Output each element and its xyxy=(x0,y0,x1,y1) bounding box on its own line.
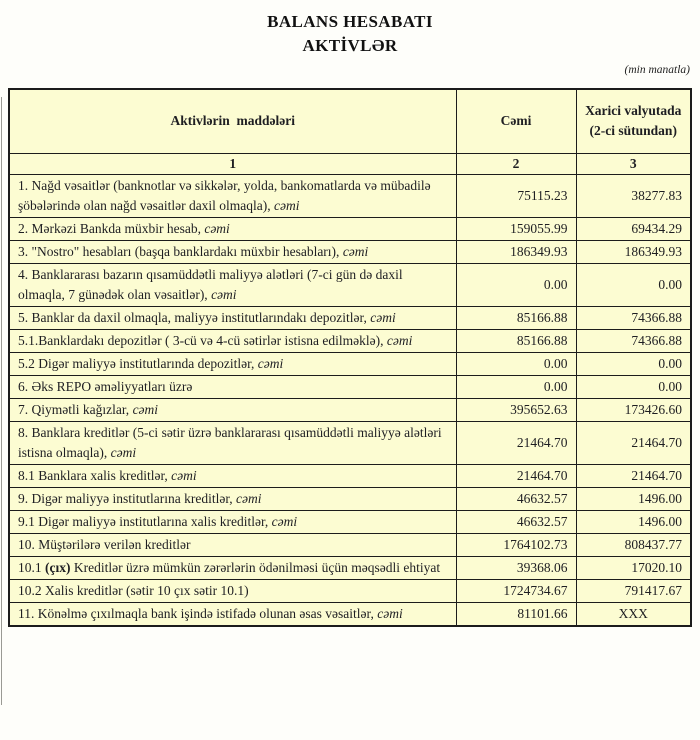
row-label: 8. Banklara kreditlər (5-ci sətir üzrə banklararası qısamüddətli maliyyə alətləri istisna olmaqla), cəmi xyxy=(9,421,456,464)
row-label: 5. Banklar da daxil olmaqla, maliyyə institutlarındakı depozitlər, cəmi xyxy=(9,306,456,329)
row-foreign-value: 38277.83 xyxy=(576,174,691,217)
row-total-value: 395652.63 xyxy=(456,398,576,421)
row-foreign-value: 808437.77 xyxy=(576,533,691,556)
unit-note: (min manatla) xyxy=(624,64,690,76)
row-label: 2. Mərkəzi Bankda müxbir hesab, cəmi xyxy=(9,217,456,240)
document-title-block xyxy=(0,10,700,58)
row-label: 6. Əks REPO əməliyyatları üzrə xyxy=(9,375,456,398)
table-row xyxy=(9,306,691,329)
row-total-value: 186349.93 xyxy=(456,240,576,263)
row-total-value: 0.00 xyxy=(456,352,576,375)
page-edge-line xyxy=(1,97,2,705)
row-total-value: 39368.06 xyxy=(456,556,576,579)
row-total-value: 81101.66 xyxy=(456,602,576,626)
column-number-row xyxy=(9,153,691,174)
row-foreign-value: 1496.00 xyxy=(576,510,691,533)
table-row xyxy=(9,352,691,375)
table-row xyxy=(9,375,691,398)
balance-table xyxy=(8,88,692,627)
row-label: 8.1 Banklara xalis kreditlər, cəmi xyxy=(9,464,456,487)
table-row xyxy=(9,533,691,556)
row-label: 10.1 (çıx) Kreditlər üzrə mümkün zərərlərin ödənilməsi üçün məqsədli ehtiyat xyxy=(9,556,456,579)
row-foreign-value: 0.00 xyxy=(576,352,691,375)
table-row xyxy=(9,464,691,487)
row-total-value: 1764102.73 xyxy=(456,533,576,556)
row-label: 5.1.Banklardakı depozitlər ( 3-cü və 4-cü sətirlər istisna edilməklə), cəmi xyxy=(9,329,456,352)
row-foreign-value: 173426.60 xyxy=(576,398,691,421)
row-label: 5.2 Digər maliyyə institutlarında depozitlər, cəmi xyxy=(9,352,456,375)
row-total-value: 75115.23 xyxy=(456,174,576,217)
table-header-row xyxy=(9,89,691,153)
row-foreign-value: 74366.88 xyxy=(576,306,691,329)
colnum-3: 3 xyxy=(576,153,691,174)
table-row xyxy=(9,174,691,217)
table-row xyxy=(9,421,691,464)
row-label: 1. Nağd vəsaitlər (banknotlar və sikkələr, yolda, bankomatlarda və mübadilə şöbələrində olan nağd vəsaitlər daxil olmaqla), cəmi xyxy=(9,174,456,217)
row-label: 3. "Nostro" hesabları (başqa banklardakı müxbir hesabları), cəmi xyxy=(9,240,456,263)
row-total-value: 85166.88 xyxy=(456,306,576,329)
table-row xyxy=(9,263,691,306)
row-foreign-value: 791417.67 xyxy=(576,579,691,602)
header-total: Cəmi xyxy=(456,89,576,153)
table-row xyxy=(9,556,691,579)
table-row xyxy=(9,329,691,352)
table-row xyxy=(9,217,691,240)
row-total-value: 85166.88 xyxy=(456,329,576,352)
row-foreign-value: 69434.29 xyxy=(576,217,691,240)
header-items: Aktivlərin maddələri xyxy=(9,89,456,153)
table-row xyxy=(9,510,691,533)
row-total-value: 21464.70 xyxy=(456,421,576,464)
row-label: 9.1 Digər maliyyə institutlarına xalis kreditlər, cəmi xyxy=(9,510,456,533)
row-label: 11. Könəlmə çıxılmaqla bank işində istifadə olunan əsas vəsaitlər, cəmi xyxy=(9,602,456,626)
row-label: 7. Qiymətli kağızlar, cəmi xyxy=(9,398,456,421)
row-foreign-value: 0.00 xyxy=(576,375,691,398)
document-title: BALANS HESABATI xyxy=(267,12,433,31)
row-label: 9. Digər maliyyə institutlarına kreditlər, cəmi xyxy=(9,487,456,510)
row-foreign-value: XXX xyxy=(576,602,691,626)
table-row xyxy=(9,487,691,510)
row-foreign-value: 186349.93 xyxy=(576,240,691,263)
row-total-value: 46632.57 xyxy=(456,487,576,510)
colnum-2: 2 xyxy=(456,153,576,174)
row-foreign-value: 21464.70 xyxy=(576,421,691,464)
table-row xyxy=(9,398,691,421)
row-total-value: 159055.99 xyxy=(456,217,576,240)
row-foreign-value: 17020.10 xyxy=(576,556,691,579)
row-foreign-value: 0.00 xyxy=(576,263,691,306)
table-row xyxy=(9,579,691,602)
row-foreign-value: 1496.00 xyxy=(576,487,691,510)
row-label: 4. Banklararası bazarın qısamüddətli maliyyə alətləri (7-ci gün də daxil olmaqla, 7 günədək olan vəsaitlər), cəmi xyxy=(9,263,456,306)
header-foreign-currency: Xarici valyutada (2-ci sütundan) xyxy=(576,89,691,153)
document-subtitle: AKTİVLƏR xyxy=(302,36,398,55)
row-total-value: 0.00 xyxy=(456,263,576,306)
row-total-value: 1724734.67 xyxy=(456,579,576,602)
row-total-value: 46632.57 xyxy=(456,510,576,533)
colnum-1: 1 xyxy=(9,153,456,174)
row-foreign-value: 74366.88 xyxy=(576,329,691,352)
row-label: 10.2 Xalis kreditlər (sətir 10 çıx sətir 10.1) xyxy=(9,579,456,602)
row-total-value: 21464.70 xyxy=(456,464,576,487)
table-row xyxy=(9,602,691,626)
row-label: 10. Müştərilərə verilən kreditlər xyxy=(9,533,456,556)
table-row xyxy=(9,240,691,263)
row-foreign-value: 21464.70 xyxy=(576,464,691,487)
row-total-value: 0.00 xyxy=(456,375,576,398)
